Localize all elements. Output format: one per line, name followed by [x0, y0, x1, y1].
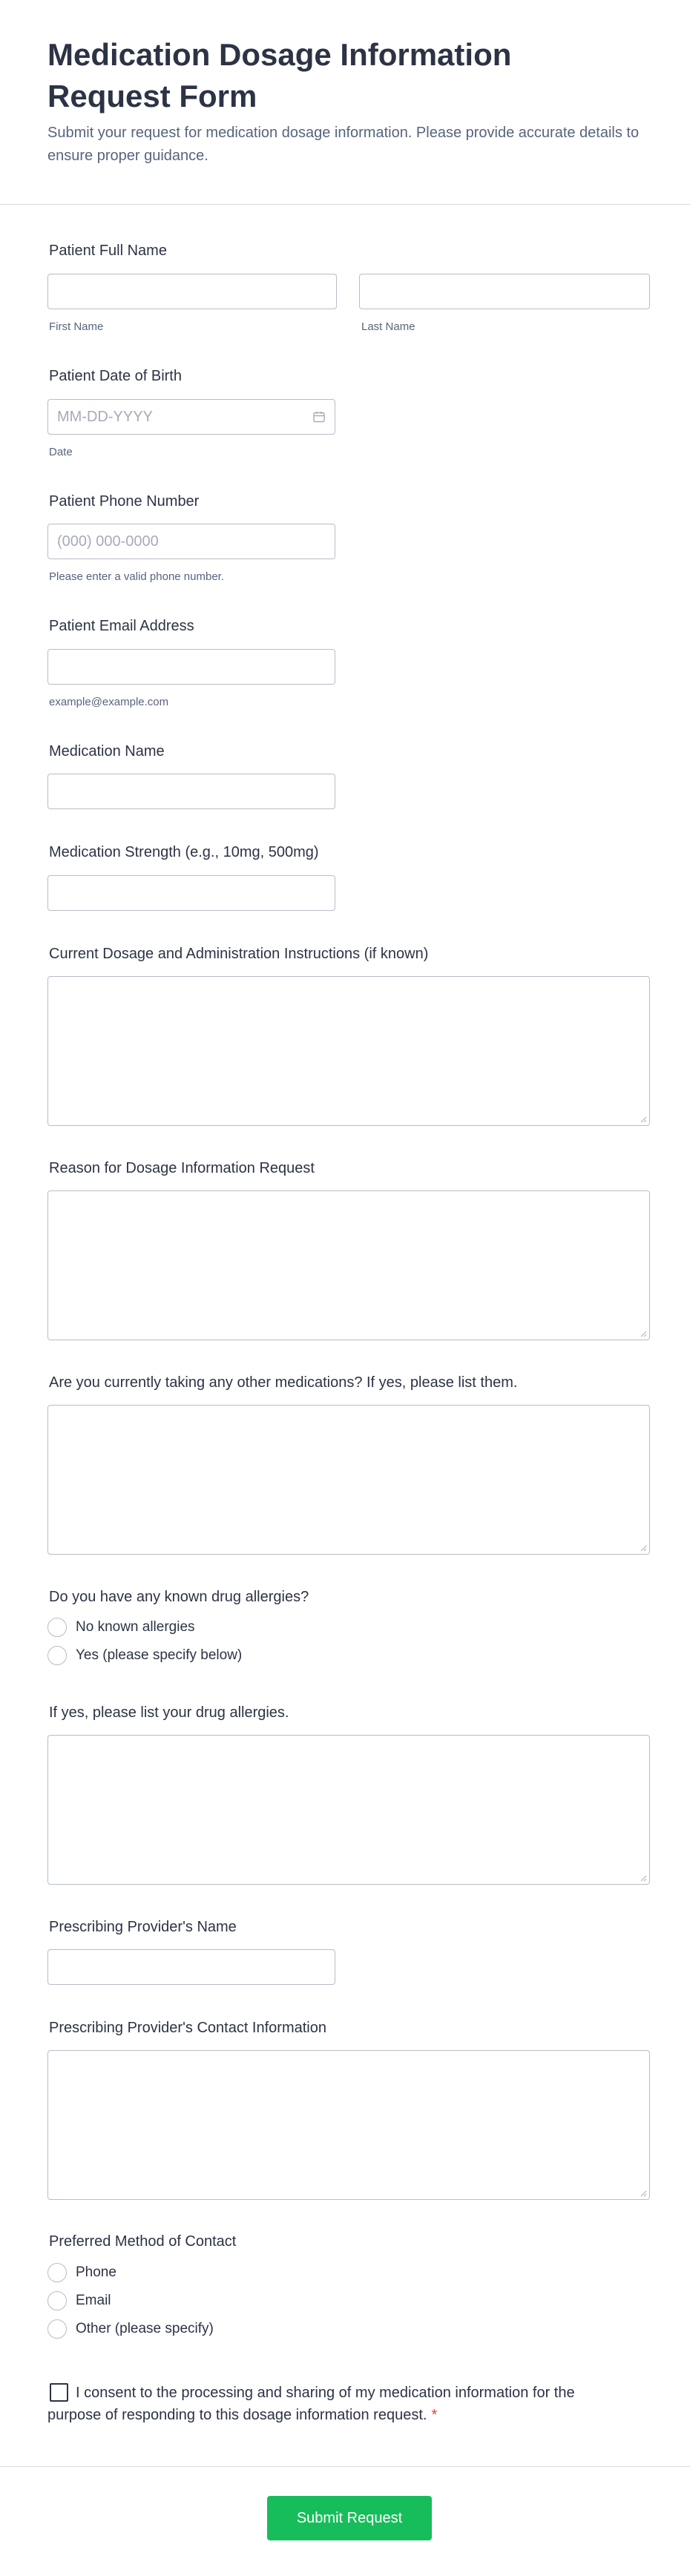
- radio-circle[interactable]: [47, 2263, 67, 2282]
- provider-contact-label: Prescribing Provider's Contact Information: [49, 2020, 326, 2036]
- phone-sublabel: Please enter a valid phone number.: [49, 570, 224, 583]
- other-medications-label: Are you currently taking any other medications? If yes, please list them.: [49, 1374, 518, 1391]
- consent-text: I consent to the processing and sharing of my medication information for the purpose of responding to this dosage information request.: [47, 2385, 575, 2423]
- phone-input[interactable]: [47, 524, 335, 559]
- radio-label: Email: [76, 2293, 111, 2308]
- form-header: [0, 0, 690, 205]
- last-name-sublabel: Last Name: [361, 320, 415, 333]
- resize-handle-icon[interactable]: [640, 1544, 647, 1552]
- radio-circle[interactable]: [47, 1618, 67, 1637]
- radio-label: Yes (please specify below): [76, 1647, 243, 1663]
- provider-contact-textarea[interactable]: [47, 2050, 650, 2200]
- first-name-input[interactable]: [47, 274, 337, 309]
- dob-placeholder: MM-DD-YYYY: [57, 409, 153, 425]
- submit-button[interactable]: Submit Request: [267, 2496, 432, 2540]
- current-dosage-label: Current Dosage and Administration Instructions (if known): [49, 946, 429, 962]
- resize-handle-icon[interactable]: [640, 1330, 647, 1337]
- last-name-input[interactable]: [359, 274, 650, 309]
- reason-textarea[interactable]: [47, 1190, 650, 1340]
- medication-name-label: Medication Name: [49, 743, 165, 760]
- medication-name-input[interactable]: [47, 774, 335, 809]
- phone-placeholder: (000) 000-0000: [57, 533, 159, 550]
- other-medications-textarea[interactable]: [47, 1405, 650, 1555]
- required-mark: *: [431, 2407, 438, 2423]
- reason-label: Reason for Dosage Information Request: [49, 1160, 315, 1176]
- medication-strength-input[interactable]: [47, 875, 335, 911]
- radio-label: Other (please specify): [76, 2321, 214, 2336]
- allergy-list-label: If yes, please list your drug allergies.: [49, 1704, 289, 1721]
- email-label: Patient Email Address: [49, 618, 194, 634]
- resize-handle-icon[interactable]: [640, 2190, 647, 2197]
- form-subtitle: Submit your request for medication dosage information. Please provide accurate details to ensure proper guidance.: [47, 125, 640, 164]
- email-input[interactable]: [47, 649, 335, 685]
- first-name-sublabel: First Name: [49, 320, 104, 333]
- allergy-list-textarea[interactable]: [47, 1735, 650, 1885]
- dob-sublabel: Date: [49, 446, 73, 458]
- form-title: Medication Dosage Information Request Form: [47, 37, 512, 113]
- radio-circle[interactable]: [47, 2319, 67, 2339]
- radio-label: Phone: [76, 2264, 116, 2280]
- resize-handle-icon[interactable]: [640, 1116, 647, 1123]
- dob-label: Patient Date of Birth: [49, 368, 182, 384]
- radio-circle[interactable]: [47, 2291, 67, 2310]
- contact-method-label: Preferred Method of Contact: [49, 2233, 237, 2250]
- consent-label: [47, 2382, 582, 2426]
- patient-name-label: Patient Full Name: [49, 243, 167, 259]
- provider-name-input[interactable]: [47, 1949, 335, 1985]
- footer-divider: [0, 2466, 690, 2467]
- resize-handle-icon[interactable]: [640, 1874, 647, 1882]
- radio-label: No known allergies: [76, 1619, 195, 1635]
- phone-label: Patient Phone Number: [49, 493, 200, 510]
- consent-checkbox[interactable]: [50, 2383, 68, 2402]
- medication-strength-label: Medication Strength (e.g., 10mg, 500mg): [49, 844, 319, 860]
- calendar-icon[interactable]: [312, 410, 326, 424]
- provider-name-label: Prescribing Provider's Name: [49, 1919, 237, 1935]
- radio-circle[interactable]: [47, 1646, 67, 1665]
- email-sublabel: example@example.com: [49, 696, 169, 708]
- dob-input[interactable]: [47, 399, 335, 435]
- current-dosage-textarea[interactable]: [47, 976, 650, 1126]
- allergies-label: Do you have any known drug allergies?: [49, 1589, 309, 1605]
